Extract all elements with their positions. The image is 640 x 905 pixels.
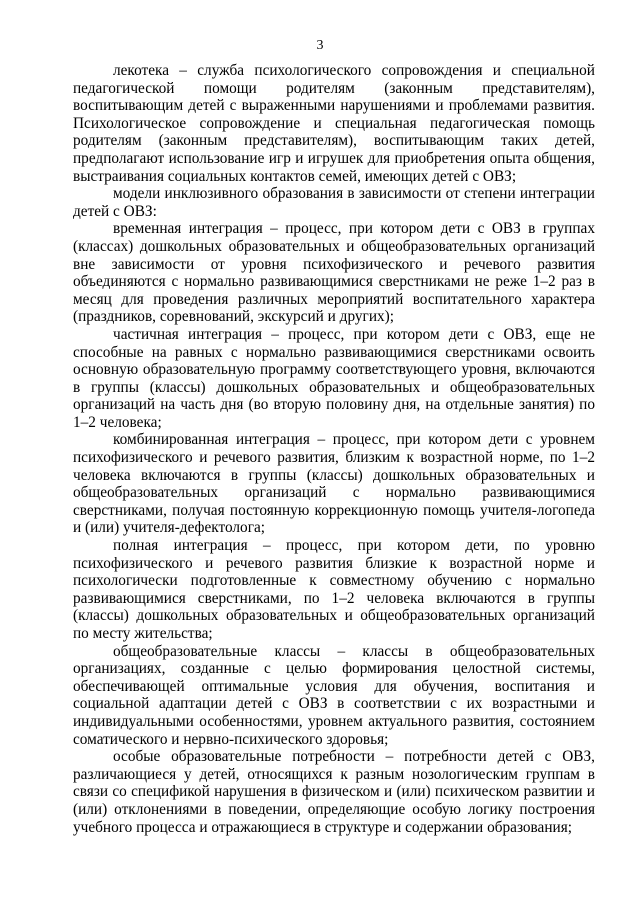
paragraph-general-classes: общеобразовательные классы – классы в общеобразовательных организациях, созданные с целью формирования целостной системы, обеспечивающей оптимальные условия для обучения, воспитания и социальной адаптации детей с ОВЗ в соответствии с их возрастными и индивидуальными особенностями, уровнем актуального развития, состоянием соматического и нервно-психического здоровья; xyxy=(73,642,595,748)
paragraph-temporary-integration: временная интеграция – процесс, при котором дети с ОВЗ в группах (классах) дошкольных образовательных и общеобразовательных организаций вне зависимости от уровня психофизического и речевого развития объединяются с нормально развивающимися сверстниками не реже 1–2 раз в месяц для проведения различных мероприятий воспитательного характера (праздников, соревнований, экскурсий и других); xyxy=(73,220,595,326)
paragraph-full-integration: полная интеграция – процесс, при котором дети, по уровню психофизического и речевого развития близкие к возрастной норме и психологически подготовленные к совместному обучению с нормально развивающимися сверстниками, по 1–2 человека включаются в группы (классы) дошкольных образовательных и общеобразовательных организаций по месту жительства; xyxy=(73,537,595,642)
document-body xyxy=(73,62,595,836)
paragraph-inclusive-models: модели инклюзивного образования в зависимости от степени интеграции детей с ОВЗ: xyxy=(73,185,595,220)
paragraph-special-needs: особые образовательные потребности – потребности детей с ОВЗ, различающиеся у детей, относящихся к разным нозологическим группам в связи со спецификой нарушения в физическом и (или) психическом развитии и (или) отклонениями в поведении, определяющие особую логику построения учебного процесса и отражающиеся в структуре и содержании образования; xyxy=(73,748,595,836)
paragraph-partial-integration: частичная интеграция – процесс, при котором дети с ОВЗ, еще не способные на равных с нормально развивающимися сверстниками освоить основную образовательную программу соответствующего уровня, включаются в группы (классы) дошкольных образовательных и общеобразовательных организаций на часть дня (во вторую половину дня, на отдельные занятия) по 1–2 человека; xyxy=(73,325,595,431)
paragraph-lekoteka: лекотека – служба психологического сопровождения и специальной педагогической помощи родителям (законным представителям), воспитывающим детей с выраженными нарушениями и проблемами развития. Психологическое сопровождение и специальная педагогическая помощь родителям (законным представителям), воспитывающим таких детей, предполагают использование игр и игрушек для приобретения опыта общения, выстраивания социальных контактов семей, имеющих детей с ОВЗ; xyxy=(73,62,595,185)
paragraph-combined-integration: комбинированная интеграция – процесс, при котором дети с уровнем психофизического и речевого развития, близким к возрастной норме, по 1–2 человека включаются в группы (классы) дошкольных образовательных и общеобразовательных организаций с нормально развивающимися сверстниками, получая постоянную коррекционную помощь учителя-логопеда и (или) учителя-дефектолога; xyxy=(73,431,595,537)
page-number: 3 xyxy=(316,38,324,53)
